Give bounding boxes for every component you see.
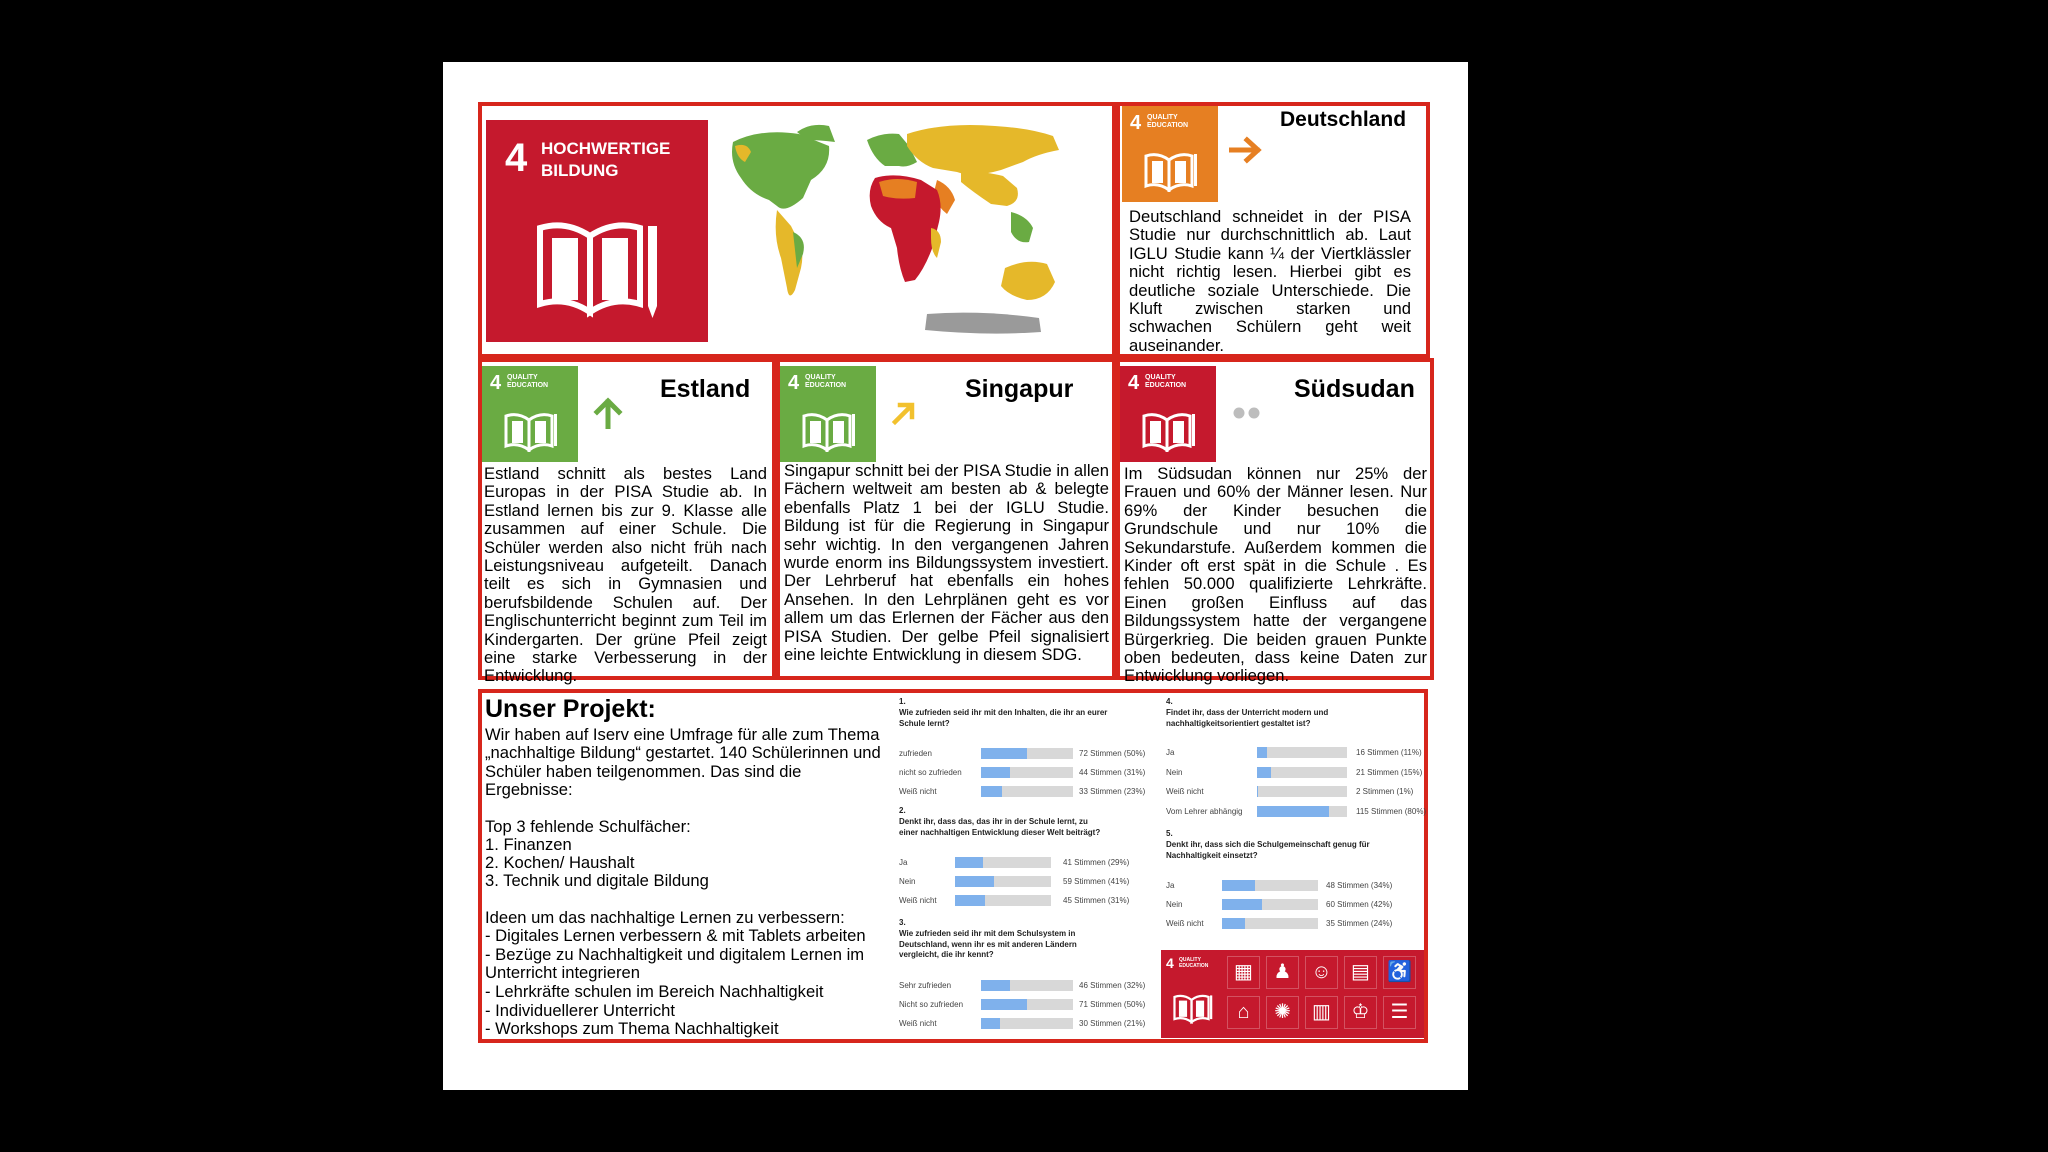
answer-count: 72 Stimmen (50%) [1079, 749, 1146, 758]
singapur-sdg4-tile [780, 366, 876, 462]
scholarship-globe-icon: ✺ [1266, 996, 1299, 1029]
idea-2: - Bezüge zu Nachhaltigkeit und digitalem Lernen im Unterricht integrieren [485, 945, 865, 983]
tile-label-1: QUALITY [1145, 374, 1176, 381]
answer-bar-fill [1257, 806, 1329, 817]
idea-4: - Individuellerer Unterricht [485, 1001, 675, 1020]
arrow-up-icon [593, 397, 623, 429]
answer-count: 115 Stimmen (80%) [1356, 806, 1427, 816]
tile-label-2: EDUCATION [507, 382, 549, 389]
question-text: Wie zufrieden seid ihr mit den Inhalten, die ihr an eurer Schule lernt? [899, 708, 1108, 728]
subject-2: 2. Kochen/ Haushalt [485, 853, 635, 872]
survey-question-2 [893, 806, 1156, 911]
suedsudan-sdg4-tile [1120, 366, 1216, 462]
answer-bar-fill [955, 876, 994, 887]
poster [443, 62, 1468, 1090]
sdg4-main-title: HOCHWERTIGE BILDUNG [541, 139, 671, 180]
question-number: 5. [1166, 829, 1173, 838]
survey-column-left [893, 694, 1156, 1039]
tile-label-1: QUALITY [1147, 114, 1178, 121]
answer-bar-fill [1222, 918, 1245, 929]
suedsudan-text: Im Südsudan können nur 25% der Frauen und 60% der Männer lesen. Nur 69% der Kinder besuchen die Grundschule und nur 10% die Sekundarstufe. Außerdem kommen die Kinder oft erst spät in die Schule . Es fehlen 50.000 qualifizierte Lehrkräfte. Einen großen Einfluss auf das Bildungssystem hatte der vergangene Bürgerkrieg. Die beiden grauen Punkte oben bedeuten, dass keine Daten zur Entwicklung vorliegen. [1124, 464, 1427, 686]
tile-number: 4 [788, 372, 800, 394]
answer-bar [981, 999, 1073, 1010]
subject-3: 3. Technik und digitale Bildung [485, 871, 709, 890]
answer-count: 2 Stimmen (1%) [1356, 787, 1414, 796]
singapur-text: Singapur schnitt bei der PISA Studie in allen Fächern weltweit am besten ab & belegte ebenfalls Platz 1 bei der IGLU Studie. Bildung ist für die Regierung in Singapur sehr wichtig. In den vergangenen Jahren wurde enorm ins Bildungssystem investiert. Der Lehrberuf hat ebenfalls ein hohes Ansehen. In den Lehrplänen geht es vor allem um das Erlernen der Fächer aus den PISA Studien. Der gelbe Pfeil signalisiert eine leichte Entwicklung in diesem SDG. [784, 461, 1109, 665]
open-book-icon [504, 410, 558, 452]
idea-3: - Lehrkräfte schulen im Bereich Nachhaltigkeit [485, 982, 824, 1001]
answer-count: 48 Stimmen (34%) [1326, 881, 1393, 890]
answer-bar-fill [981, 1018, 1000, 1029]
tile-number: 4 [1166, 955, 1174, 971]
answer-count: 44 Stimmen (31%) [1079, 768, 1146, 777]
answer-label: Weiß nicht [899, 787, 937, 796]
question-text: Denkt ihr, dass sich die Schulgemeinschaft genug für Nachhaltigkeit einsetzt? [1166, 840, 1370, 860]
open-book-icon [1173, 992, 1213, 1024]
answer-count: 41 Stimmen (29%) [1063, 858, 1130, 867]
answer-bar-fill [955, 857, 983, 868]
tile-label-2: EDUCATION [1147, 122, 1189, 129]
tile-number: 4 [1130, 112, 1142, 134]
answer-bar-fill [981, 767, 1010, 778]
answer-label: Weiß nicht [899, 896, 937, 905]
estland-text: Estland schnitt als bestes Land Europas in der PISA Studie ab. In Estland lernen bis zur 9. Klasse alle zusammen auf einer Schule. Die Schüler werden also nicht früh nach Leistungsniveau aufgeteilt. Danach teilt es sich in Gymnasien und berufsbildende Schulen auf. Der Englischunterricht beginnt zum Teil im Kindergarten. Der grüne Pfeil zeigt eine starke Verbesserung in der Entwicklung. [484, 464, 767, 686]
arrow-right-icon [1229, 136, 1263, 164]
answer-bar [981, 767, 1073, 778]
open-book-icon [1144, 150, 1198, 192]
answer-label: Vom Lehrer abhängig [1166, 806, 1243, 816]
answer-bar [1222, 918, 1318, 929]
reading-children-icon: ☺ [1305, 956, 1338, 989]
arrow-up-right-icon [891, 400, 917, 426]
survey-question-4 [1160, 697, 1427, 816]
answer-bar [955, 895, 1051, 906]
answer-count: 16 Stimmen (11%) [1356, 748, 1422, 757]
school-building-icon: ▦ [1227, 956, 1260, 989]
question-number: 1. [899, 697, 906, 706]
answer-label: Ja [1166, 748, 1175, 757]
tile-number: 4 [1128, 372, 1140, 394]
answer-bar-fill [1222, 880, 1255, 891]
answer-label: Nein [1166, 767, 1183, 777]
answer-bar-fill [1257, 767, 1271, 778]
subjects-heading: Top 3 fehlende Schulfächer: [485, 817, 691, 836]
open-book-icon [802, 410, 856, 452]
subject-1: 1. Finanzen [485, 835, 572, 854]
answer-bar [1222, 880, 1318, 891]
answer-label: nicht so zufrieden [899, 768, 962, 777]
answer-count: 33 Stimmen (23%) [1079, 787, 1146, 796]
graduates-icon: ♔ [1344, 996, 1377, 1029]
answer-label: Nicht so zufrieden [899, 1000, 964, 1009]
answer-label: Weiß nicht [899, 1019, 937, 1028]
tile-label-2: EDUCATION [805, 382, 847, 389]
answer-bar [981, 980, 1073, 991]
question-text: Findet ihr, dass der Unterricht modern und nachhaltigkeitsorientiert gestaltet ist? [1166, 708, 1329, 728]
answer-count: 60 Stimmen (42%) [1326, 900, 1393, 909]
tile-number: 4 [490, 372, 502, 394]
answer-count: 21 Stimmen (15%) [1356, 767, 1423, 777]
survey-question-5 [1160, 829, 1424, 934]
answer-bar-fill [1257, 747, 1267, 758]
answer-label: Weiß nicht [1166, 787, 1204, 796]
idea-1: - Digitales Lernen verbessern & mit Tablets arbeiten [485, 926, 866, 945]
answer-bar [981, 1018, 1073, 1029]
two-grey-dots-icon [1232, 406, 1262, 420]
tile-label-1: QUALITY [507, 374, 538, 381]
teacher-icon: ☰ [1383, 996, 1416, 1029]
estland-title: Estland [660, 375, 751, 403]
answer-count: 35 Stimmen (24%) [1326, 919, 1393, 928]
answer-label: zufrieden [899, 749, 932, 758]
family-icon: ♟ [1266, 956, 1299, 989]
answer-bar-fill [981, 748, 1027, 759]
deutschland-text: Deutschland schneidet in der PISA Studie nur durchschnittlich ab. Laut IGLU Studie kann ¼ der Viertklässler nicht richtig lesen. Hierbei gibt es deutliche soziale Unterschiede. Die Kluft zwischen starken und schwachen Schülern geht weit auseinander. [1129, 207, 1411, 355]
open-book-icon [1142, 410, 1196, 452]
deutschland-title: Deutschland [1280, 108, 1407, 131]
sdg4-targets-tile [1161, 950, 1424, 1038]
suedsudan-title: Südsudan [1294, 375, 1415, 403]
project-intro: Wir haben auf Iserv eine Umfrage für alle zum Thema „nachhaltige Bildung“ gestartet. 140 Schülerinnen und Schüler haben teilgenommen. Das sind die Ergebnisse: [485, 725, 881, 800]
answer-bar [1257, 767, 1347, 778]
deutschland-sdg4-tile [1122, 106, 1218, 202]
answer-label: Sehr zufrieden [899, 981, 952, 990]
disability-icon: ♿ [1383, 956, 1416, 989]
answer-label: Nein [899, 877, 916, 886]
sdg4-main-tile [486, 120, 708, 342]
answer-label: Nein [1166, 900, 1183, 909]
ideas-heading: Ideen um das nachhaltige Lernen zu verbessern: [485, 908, 845, 927]
survey-question-1 [893, 697, 1156, 802]
answer-bar-fill [981, 999, 1027, 1010]
school-icon: ▥ [1305, 996, 1338, 1029]
answer-count: 45 Stimmen (31%) [1063, 896, 1130, 905]
diploma-icon: ⌂ [1227, 996, 1260, 1029]
question-number: 2. [899, 806, 906, 815]
answer-bar [955, 876, 1051, 887]
answer-label: Weiß nicht [1166, 919, 1204, 928]
answer-count: 30 Stimmen (21%) [1079, 1019, 1146, 1028]
tile-label-1: QUALITY [1179, 957, 1201, 963]
answer-bar [955, 857, 1051, 868]
question-text: Wie zufrieden seid ihr mit dem Schulsystem in Deutschland, wenn ihr es mit anderen Ländern vergleicht, die ihr kennt? [899, 929, 1077, 959]
answer-label: Ja [1166, 881, 1175, 890]
answer-bar [981, 786, 1073, 797]
answer-bar [1257, 806, 1347, 817]
books-icon: ▤ [1344, 956, 1377, 989]
answer-bar [1257, 786, 1347, 797]
question-number: 3. [899, 918, 906, 927]
singapur-title: Singapur [965, 375, 1074, 403]
survey-column-right [1160, 694, 1427, 946]
sdg4-main-number: 4 [505, 136, 528, 180]
answer-bar [1257, 747, 1347, 758]
project-heading: Unser Projekt: [485, 695, 656, 723]
idea-5: - Workshops zum Thema Nachhaltigkeit [485, 1019, 779, 1038]
tile-label-2: EDUCATION [1145, 382, 1187, 389]
answer-bar-fill [955, 895, 985, 906]
answer-bar-fill [981, 786, 1002, 797]
answer-count: 46 Stimmen (32%) [1079, 981, 1146, 990]
tile-label-2: EDUCATION [1179, 963, 1209, 969]
answer-bar-fill [1257, 786, 1258, 797]
survey-question-3 [893, 918, 1156, 1028]
answer-label: Ja [899, 858, 908, 867]
question-number: 4. [1166, 697, 1173, 706]
answer-count: 59 Stimmen (41%) [1063, 877, 1130, 886]
tile-label-1: QUALITY [805, 374, 836, 381]
answer-bar-fill [1222, 899, 1262, 910]
answer-bar-fill [981, 980, 1010, 991]
question-text: Denkt ihr, dass das, das ihr in der Schule lernt, zu einer nachhaltigen Entwicklung dieser Welt beiträgt? [899, 817, 1101, 837]
estland-sdg4-tile [482, 366, 578, 462]
world-map [711, 118, 1111, 358]
open-book-pencil-icon [536, 212, 661, 322]
answer-bar [981, 748, 1073, 759]
answer-count: 71 Stimmen (50%) [1079, 1000, 1146, 1009]
answer-bar [1222, 899, 1318, 910]
target-icons-grid [1227, 956, 1421, 1034]
